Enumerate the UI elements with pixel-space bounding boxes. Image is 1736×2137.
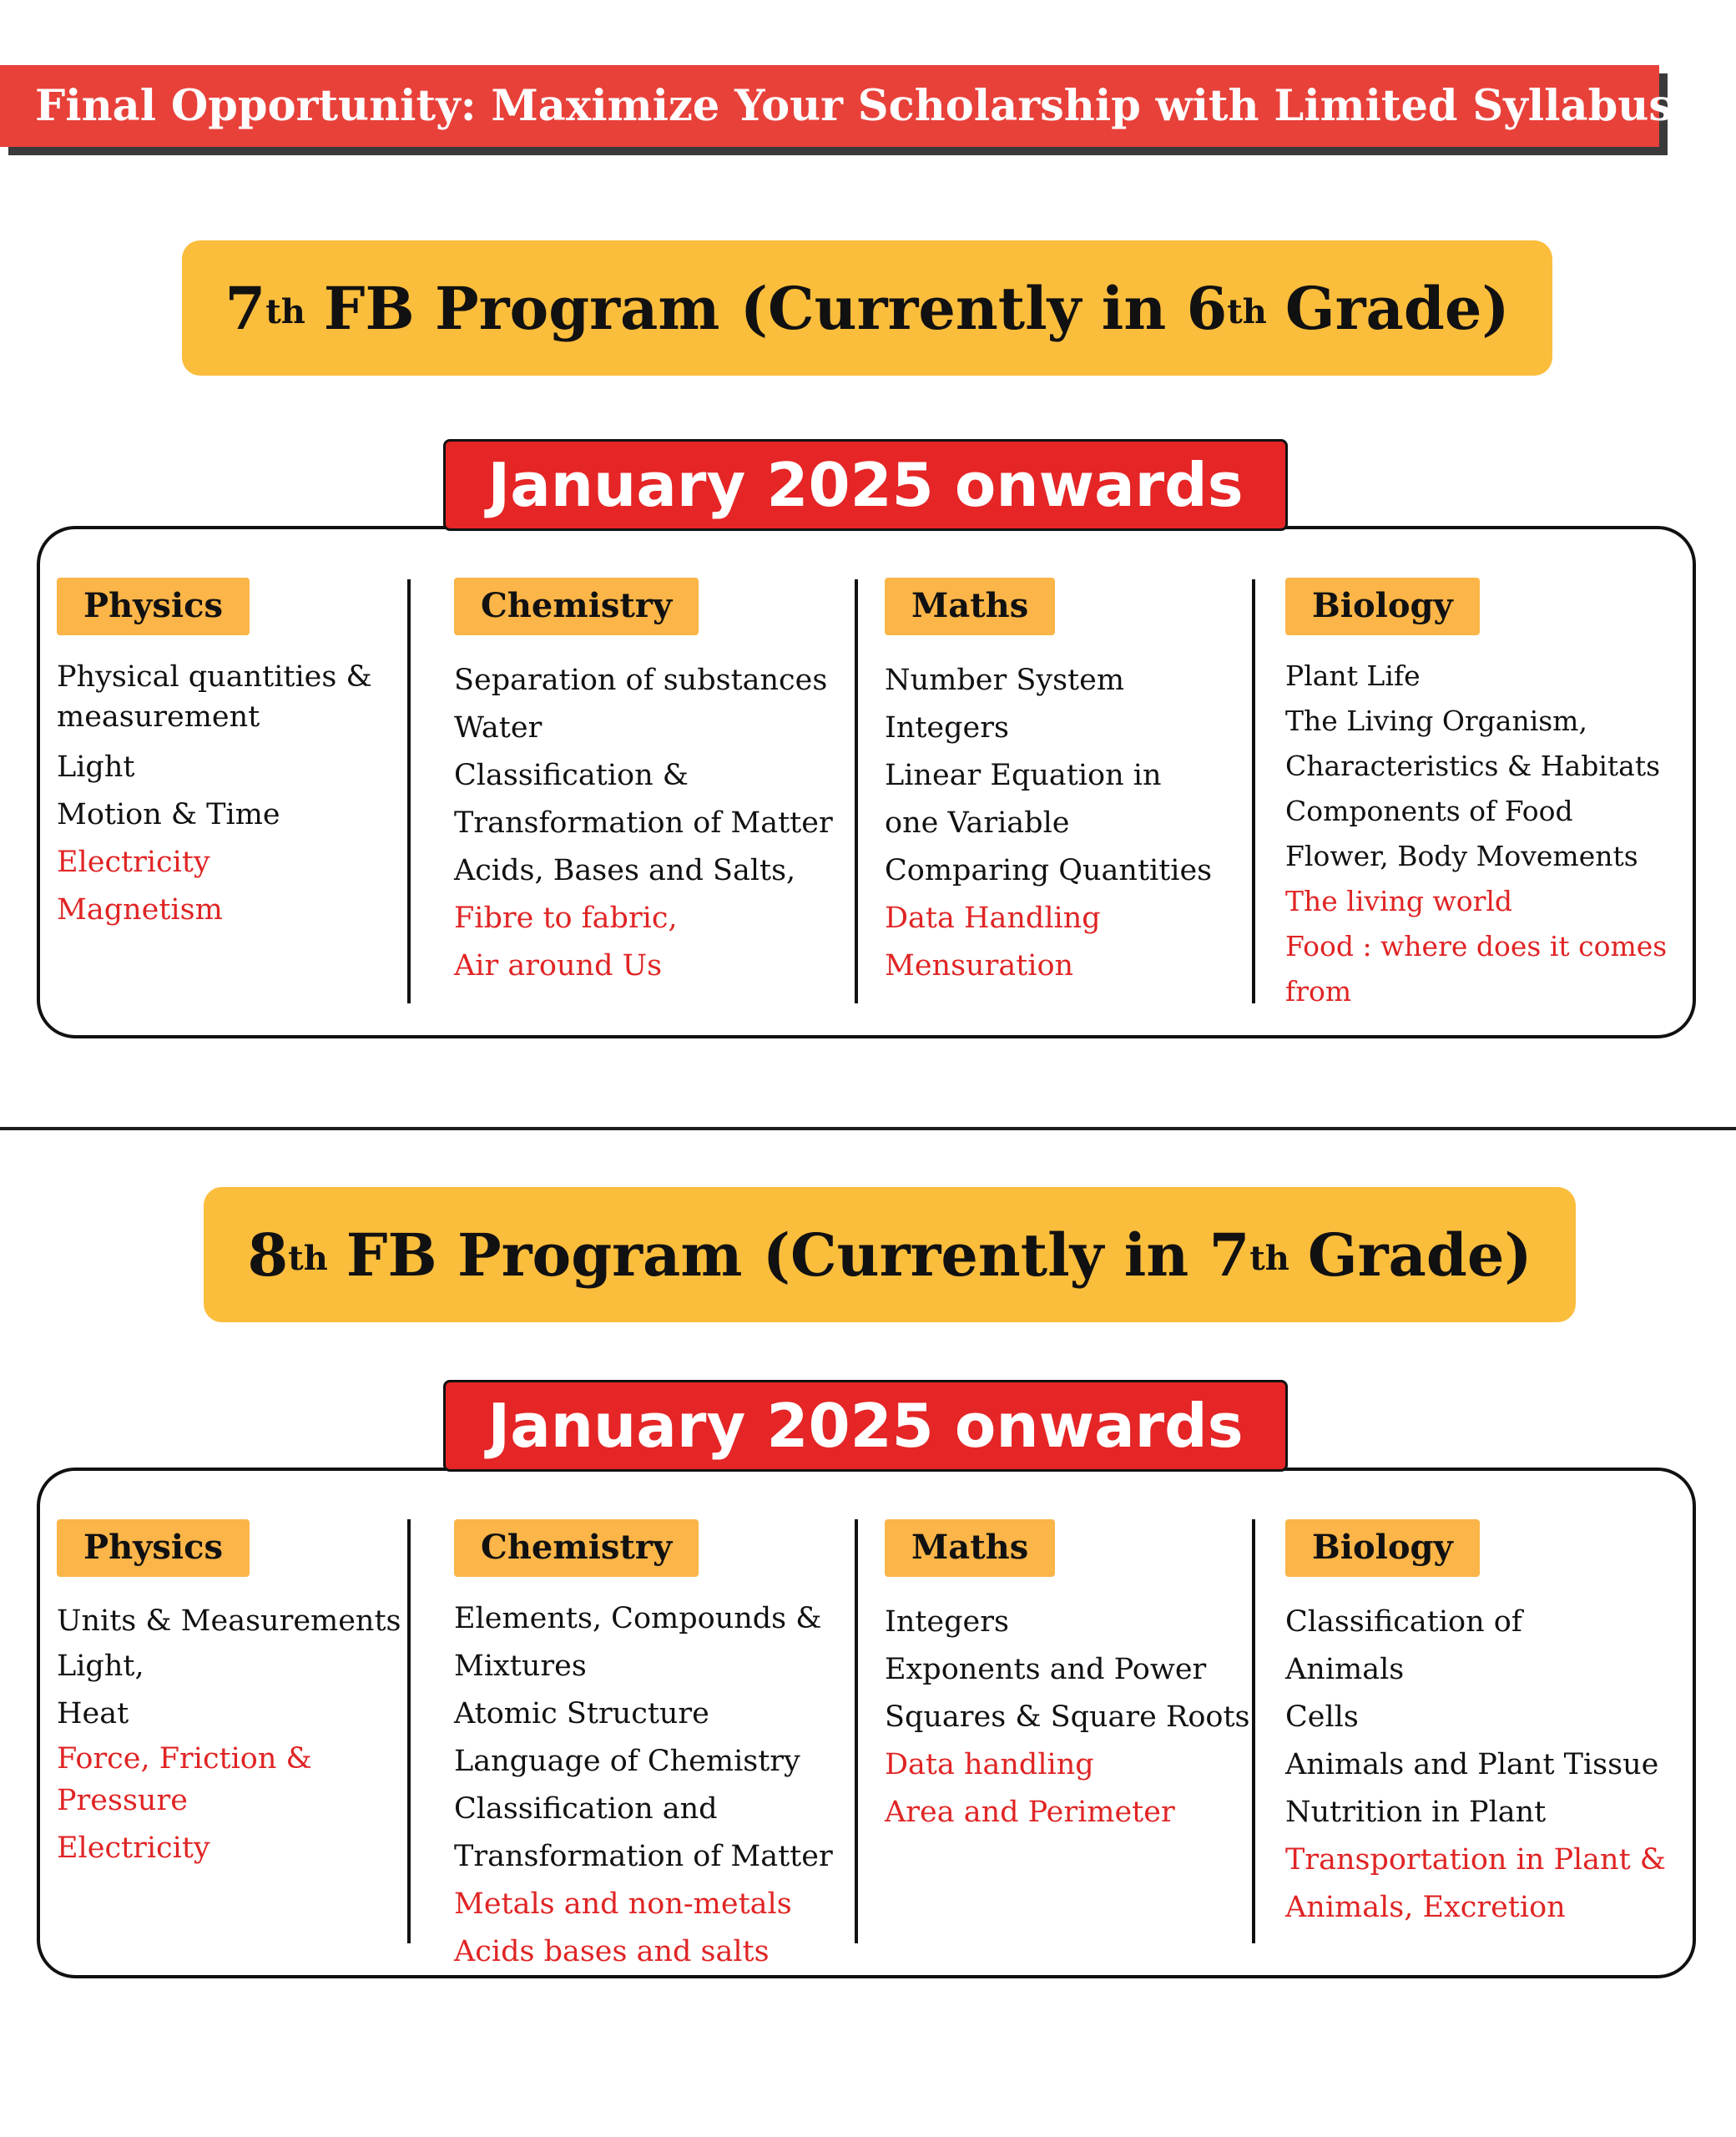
column-divider <box>855 1519 858 1943</box>
topic-item: Mensuration <box>885 949 1074 983</box>
subject-tag-biology: Biology <box>1285 578 1480 635</box>
subject-column-chemistry <box>454 578 833 990</box>
program-number: 8 <box>247 1220 289 1290</box>
subject-column-maths <box>885 1519 1249 1836</box>
topic-item: Transformation of Matter <box>454 806 833 840</box>
syllabus-box-7th <box>37 526 1696 1038</box>
topic-item: Cells <box>1285 1700 1359 1734</box>
syllabus-box-8th <box>37 1468 1696 1978</box>
subject-tag-chemistry: Chemistry <box>454 1519 699 1577</box>
topic-item: Units & Measurements <box>57 1604 401 1638</box>
topic-item: Characteristics & Habitats <box>1285 750 1661 782</box>
topic-item: Exponents and Power <box>885 1653 1207 1686</box>
program-middle: FB Program (Currently in 7 <box>346 1220 1250 1290</box>
headline-text: Final Opportunity: Maximize Your Scholarship with Limited Syllabus! <box>35 81 1692 131</box>
topic-list-chemistry <box>454 1595 833 1976</box>
topic-item: Light <box>57 750 135 784</box>
program-end: Grade) <box>1284 273 1510 343</box>
topic-item: Acids bases and salts <box>454 1935 770 1968</box>
topic-item: Heat <box>57 1697 129 1730</box>
topic-item: Plant Life <box>1285 659 1421 692</box>
topic-item: from <box>1285 975 1352 1008</box>
topic-item: Components of Food <box>1285 795 1573 827</box>
topic-item: Motion & Time <box>57 798 280 831</box>
topic-item: Number System <box>885 664 1125 697</box>
topic-item: Language of Chemistry <box>454 1745 800 1778</box>
program-end: Grade) <box>1307 1220 1532 1290</box>
topic-item: Air around Us <box>454 949 663 983</box>
subject-tag-physics: Physics <box>57 578 250 635</box>
topic-item: Classification & <box>454 759 689 792</box>
column-divider <box>407 579 411 1003</box>
topic-list-biology <box>1285 1599 1666 1932</box>
topic-item: Nutrition in Plant <box>1285 1796 1547 1829</box>
program-title-8th <box>204 1187 1576 1322</box>
topic-item: Data Handling <box>885 902 1101 935</box>
column-divider <box>1252 579 1255 1003</box>
topic-item: measurement <box>57 700 260 734</box>
subject-tag-biology: Biology <box>1285 1519 1480 1577</box>
program-number-suffix: th <box>265 291 305 331</box>
topic-item: Animals and Plant Tissue <box>1285 1748 1659 1781</box>
topic-list-physics <box>57 1599 401 1874</box>
topic-item: The living world <box>1285 885 1513 917</box>
column-divider <box>407 1519 411 1943</box>
topic-list-biology <box>1285 654 1667 1014</box>
topic-item: Data handling <box>885 1748 1094 1781</box>
topic-item: Integers <box>885 711 1009 745</box>
topic-list-maths <box>885 1599 1249 1836</box>
topic-item: Electricity <box>57 846 210 879</box>
topic-item: Transportation in Plant & <box>1285 1843 1666 1877</box>
grade-suffix: th <box>1227 291 1267 331</box>
subject-column-physics <box>57 1519 401 1874</box>
topic-item: Classification and <box>454 1792 718 1826</box>
subject-column-biology <box>1285 578 1667 1014</box>
topic-item: Squares & Square Roots <box>885 1700 1250 1734</box>
topic-list-physics <box>57 657 372 934</box>
topic-list-chemistry <box>454 657 833 990</box>
topic-item: Elements, Compounds & <box>454 1602 822 1635</box>
topic-item: Metals and non-metals <box>454 1887 792 1921</box>
topic-item: Linear Equation in <box>885 759 1162 792</box>
topic-item: Food : where does it comes <box>1285 930 1668 962</box>
subject-tag-physics: Physics <box>57 1519 250 1577</box>
topic-item: Separation of substances <box>454 664 828 697</box>
topic-item: Electricity <box>57 1831 210 1865</box>
topic-item: one Variable <box>885 806 1070 840</box>
topic-item: Mixtures <box>454 1649 587 1683</box>
program-title-7th <box>182 240 1552 376</box>
topic-item: Fibre to fabric, <box>454 902 678 935</box>
column-divider <box>855 579 858 1003</box>
topic-item: Acids, Bases and Salts, <box>454 854 796 887</box>
topic-item: Classification of <box>1285 1605 1522 1639</box>
subject-column-chemistry <box>454 1519 833 1976</box>
topic-item: Water <box>454 711 542 745</box>
subject-column-biology <box>1285 1519 1666 1932</box>
topic-item: Light, <box>57 1649 144 1683</box>
subject-column-physics <box>57 578 372 934</box>
subject-column-maths <box>885 578 1212 990</box>
topic-item: Animals, Excretion <box>1285 1891 1566 1924</box>
program-middle: FB Program (Currently in 6 <box>323 273 1228 343</box>
topic-item: Physical quantities & <box>57 660 372 694</box>
topic-item: Integers <box>885 1605 1009 1639</box>
start-date-badge: January 2025 onwards <box>443 439 1288 531</box>
topic-item: Area and Perimeter <box>885 1796 1175 1829</box>
topic-item: Magnetism <box>57 893 223 927</box>
subject-tag-chemistry: Chemistry <box>454 578 699 635</box>
subject-tag-maths: Maths <box>885 1519 1055 1577</box>
start-date-badge: January 2025 onwards <box>443 1380 1288 1472</box>
topic-item: Atomic Structure <box>454 1697 709 1730</box>
subject-tag-maths: Maths <box>885 578 1055 635</box>
program-number-suffix: th <box>288 1238 328 1278</box>
program-number: 7 <box>225 273 266 343</box>
topic-item: Force, Friction & <box>57 1742 312 1776</box>
headline-banner <box>0 65 1692 147</box>
column-divider <box>1252 1519 1255 1943</box>
section-divider <box>0 1127 1736 1130</box>
topic-list-maths <box>885 657 1212 990</box>
topic-item: Animals <box>1285 1653 1405 1686</box>
topic-item: Pressure <box>57 1784 188 1817</box>
grade-suffix: th <box>1249 1238 1289 1278</box>
topic-item: Comparing Quantities <box>885 854 1213 887</box>
topic-item: The Living Organism, <box>1285 705 1587 737</box>
topic-item: Transformation of Matter <box>454 1840 833 1873</box>
topic-item: Flower, Body Movements <box>1285 840 1638 872</box>
